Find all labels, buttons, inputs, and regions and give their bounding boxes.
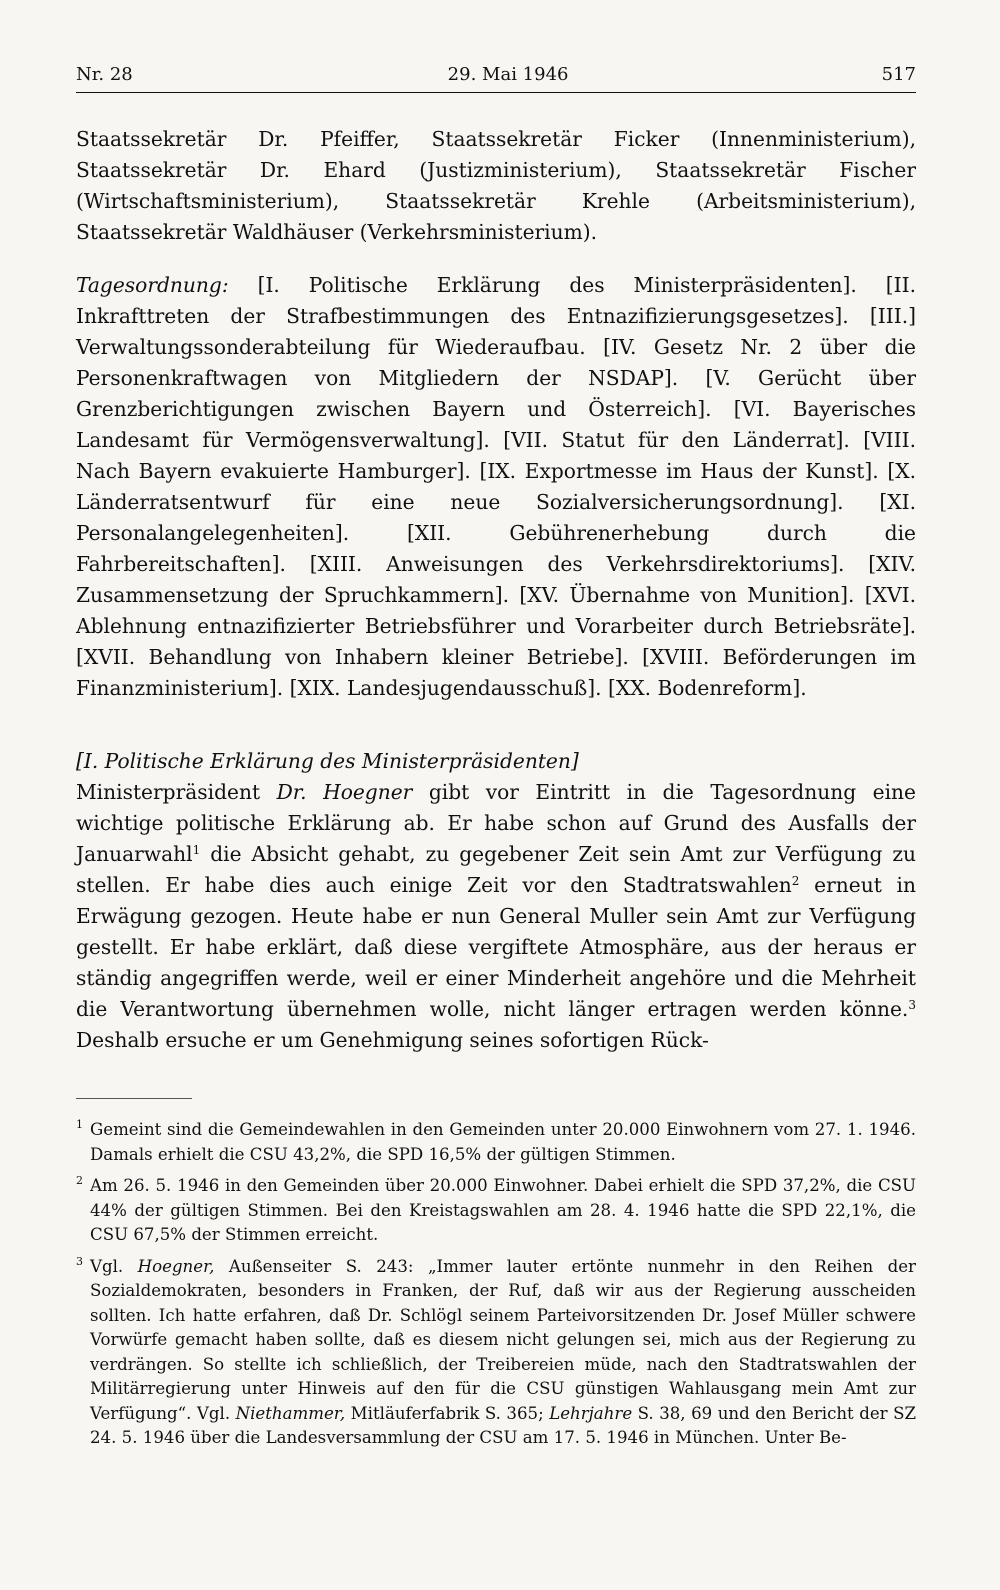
speaker-name: Dr. Hoegner — [276, 780, 413, 804]
footnote-1 — [76, 1118, 916, 1167]
footnote-ref-2[interactable]: 2 — [791, 874, 800, 888]
footnote-text: Am 26. 5. 1946 in den Gemeinden über 20.000 Einwohner. Dabei erhielt die SPD 37,2%, die CSU 44% der gültigen Stimmen. Bei den Kreistagswahlen am 28. 4. 1946 hatte die SPD 22,1%, die CSU 67,5% der Stimmen erreicht. — [90, 1176, 916, 1244]
text-run: erneut in Erwägung gezogen. Heute habe er nun General Muller sein Amt zur Verfügung gestellt. Er habe erklärt, daß diese vergiftete Atmosphäre, aus der heraus er ständig angegriffen werde, weil er einer Minderheit angehöre und die Mehrheit die Verantwortung übernehmen wolle, nicht länger ertragen werden könne. — [76, 873, 917, 1021]
cited-author: Hoegner, — [137, 1256, 215, 1276]
agenda-text: [I. Politische Erklärung des Ministerpräsidenten]. [II. Inkrafttreten der Strafbestimmungen des Entnazifizierungsgesetzes]. [III.] Verwaltungssonderabteilung für Wiederaufbau. [IV. Gesetz Nr. 2 über die Personenkraftwagen von Mitgliedern der NSDAP]. [V. Gerücht über Grenzberichtigungen zwischen Bayern und Österreich]. [VI. Bayerisches Landesamt für Vermögensverwaltung]. [VII. Statut für den Länderrat]. [VIII. Nach Bayern evakuierte Hamburger]. [IX. Exportmesse im Haus der Kunst]. [X. Länderratsentwurf für eine neue Sozialversicherungsordnung]. [XI. Personalangelegenheiten]. [XII. Gebührenerhebung durch die Fahrbereitschaften]. [XIII. Anweisungen des Verkehrsdirektoriums]. [XIV. Zusammensetzung der Spruchkammern]. [XV. Übernahme von Munition]. [XVI. Ablehnung entnazifizierter Betriebsführer und Vorarbeiter durch Betriebsräte]. [XVII. Behandlung von Inhabern kleiner Betriebe]. [XVIII. Beförderungen im Finanzministerium]. [XIX. Landesjugendausschuß]. [XX. Bodenreform]. — [76, 273, 916, 700]
text-run: Ministerpräsident — [76, 780, 277, 804]
footnote-divider — [76, 1098, 192, 1099]
section-heading: [I. Politische Erklärung des Ministerpräsidenten] — [76, 749, 579, 773]
section-paragraph — [76, 777, 916, 1056]
footnote-number: 3 — [76, 1254, 83, 1268]
text-run: S. 38, 69 und den Bericht der SZ 24. 5. 1946 über die Landesversammlung der CSU am 17. 5. 1946 in München. Unter Be- — [90, 1403, 916, 1447]
footnote-2 — [76, 1174, 916, 1248]
agenda-paragraph — [76, 270, 916, 704]
main-text — [76, 124, 916, 1056]
footnote-text: Gemeint sind die Gemeindewahlen in den Gemeinden unter 20.000 Einwohnern vom 27. 1. 1946. Damals erhielt die CSU 43,2%, die SPD 16,5% der gültigen Stimmen. — [90, 1120, 916, 1164]
footnotes — [76, 1118, 916, 1458]
footnote-3 — [76, 1255, 916, 1451]
page-number: 517 — [881, 64, 916, 85]
text-run: Außenseiter S. 243: „Immer lauter ertönte nunmehr in den Reihen der Sozialdemokraten, besonders in Franken, der Ruf, daß wir aus der Regierung ausscheiden sollten. Ich hatte erfahren, daß Dr. Schlögl seinem Parteivorsitzenden Dr. Josef Müller schwere Vorwürfe gemacht haben sollte, daß es diesem nicht gelungen sei, mich aus der Regierung zu verdrängen. So stellte ich schließlich, der Treibereien müde, nach den Stadtratswahlen der Militärregierung unter Hinweis auf den für die CSU günstigen Wahlausgang mein Amt zur Verfügung“. Vgl. — [90, 1256, 916, 1423]
text-run: Vgl. — [90, 1256, 138, 1276]
footnote-ref-3[interactable]: 3 — [908, 998, 916, 1012]
header-date: 29. Mai 1946 — [447, 64, 569, 85]
text-run: gibt vor Eintritt in die Tagesordnung eine wichtige politische Erklärung ab. Er habe schon auf Grund des Ausfalls der Januarwahl — [76, 780, 916, 866]
text-run: Deshalb ersuche er um Genehmigung seines sofortigen Rück- — [76, 1028, 709, 1052]
cited-title: Lehrjahre — [549, 1403, 633, 1423]
footnote-number: 1 — [76, 1118, 83, 1131]
running-header — [76, 64, 916, 93]
text-run: Mitläuferfabrik S. 365; — [345, 1403, 550, 1423]
attendees-paragraph: Staatssekretär Dr. Pfeiffer, Staatssekretär Ficker (Innenministerium), Staatssekretär Dr. Ehard (Justizministerium), Staatssekretär Fischer (Wirtschaftsministerium), Staatssekretär Krehle (Arbeitsministerium), Staatssekretär Waldhäuser (Verkehrsministerium). — [76, 127, 916, 244]
footnote-number: 2 — [76, 1174, 83, 1187]
footnote-ref-1[interactable]: 1 — [192, 843, 201, 857]
agenda-label: Tagesordnung: — [76, 273, 229, 297]
issue-number: Nr. 28 — [76, 64, 133, 85]
text-run: die Absicht gehabt, zu gegebener Zeit sein Amt zur Verfügung zu stellen. Er habe dies auch einige Zeit vor den Stadtratswahlen — [76, 842, 916, 897]
cited-author: Niethammer, — [235, 1403, 346, 1423]
